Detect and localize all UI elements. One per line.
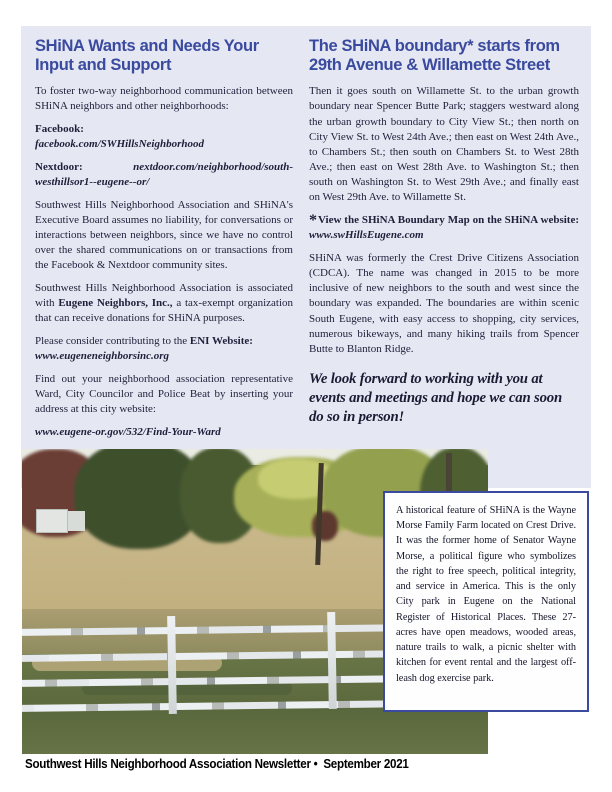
ward-url-paragraph [35, 425, 293, 440]
shina-website-url: www.swHillsEugene.com [309, 229, 424, 242]
intro-paragraph: To foster two-way neighborhood communication between SHiNA neighbors and other neighborhoods: [35, 85, 293, 113]
content-panel [21, 26, 591, 488]
right-heading: The SHiNA boundary* starts from 29th Avenue & Willamette Street [309, 37, 560, 75]
ward-url: www.eugene-or.gov/532/Find-Your-Ward [35, 426, 221, 439]
facebook-paragraph [35, 122, 293, 152]
boundary-route-paragraph: Then it goes south on Willamette St. to the urban growth boundary near Spencer Butte Park; staggers westward along the urban growth boundary to City View St.; then north on City View St. to West 24th Ave.; then east on West 24th Ave., to Chambers St.; then south on Chambers St. to West 28th Ave.; then east on West 28th Ave. to Washington St.; then south on Washington St. to West 29th Ave.; and finally east on West 29th Ave. to Willamette St. [309, 85, 579, 204]
eugene-neighbors-label: Eugene Neighbors, Inc., [58, 297, 173, 310]
asterisk: * [309, 212, 317, 230]
closing-message: We look forward to working with you at events and meetings and hope we can soon do so in person! [309, 371, 563, 426]
history-paragraph: SHiNA was formerly the Crest Drive Citizens Association (CDCA). The name was changed in 2015 to be more inclusive of new neighbors to the south and west since the boundary was expanded. The boundaries are within scenic South Eugene, with easy access to shopping, city services, numerous bikeways, and many hiking trails from Spencer Butte to Blanton Ridge. [309, 251, 579, 355]
boundary-map-note: *View the SHiNA Boundary Map on the SHiNA website: www.swHillsEugene.com [309, 212, 579, 242]
white-gate [68, 511, 85, 531]
wayne-morse-callout [383, 491, 589, 712]
white-gate [36, 509, 68, 533]
ward-paragraph: Find out your neighborhood association representative Ward, City Councilor and Police Beat by inserting your address at this city website: [35, 373, 293, 416]
fence-post [327, 612, 337, 709]
liability-paragraph: Southwest Hills Neighborhood Association and SHiNA's Executive Board assumes no liability, for conversations or interactions between neighbors, since we have no control over the shared communications on or transactions from the Facebook & Nextdoor community sites. [35, 198, 293, 272]
eni-url: www.eugeneneighborsinc.org [35, 350, 170, 363]
nextdoor-paragraph [35, 160, 293, 190]
contribute-paragraph: Please consider contributing to the ENI Website: www.eugeneneighborsinc.org [35, 335, 253, 363]
page-footer: Southwest Hills Neighborhood Association Newsletter • September 2021 [25, 757, 409, 771]
facebook-label: Facebook: [35, 123, 84, 136]
fence-post [167, 616, 177, 714]
left-column [35, 37, 293, 448]
right-column [309, 37, 579, 427]
eni-paragraph: Southwest Hills Neighborhood Association is associated with Eugene Neighbors, Inc., a tax-exempt organization that can receive donations for SHiNA purposes. [35, 282, 294, 325]
nextdoor-label: Nextdoor: [35, 160, 134, 173]
callout-text: A historical feature of SHiNA is the Wayne Morse Family Farm located on Crest Drive. It was the former home of Senator Wayne Morse, a political figure who symbolizes the right to free speech, political integrity, and service in America. This is the only City park in Eugene on the National Register of Historical Places. These 27-acres have open meadows, wooded areas, nature trails to walk, a picnic shelter with kitchen for event rental and the largest off-leash dog exercise park. [396, 505, 576, 684]
facebook-url: facebook.com/SWHillsNeighborhood [35, 138, 204, 151]
left-heading: SHiNA Wants and Needs Your Input and Support [35, 37, 259, 75]
eni-website-label: ENI Website: [189, 335, 253, 348]
nextdoor-url: nextdoor.com/neighborhood/southwesthillsor1--eugene--or/ [35, 160, 293, 189]
